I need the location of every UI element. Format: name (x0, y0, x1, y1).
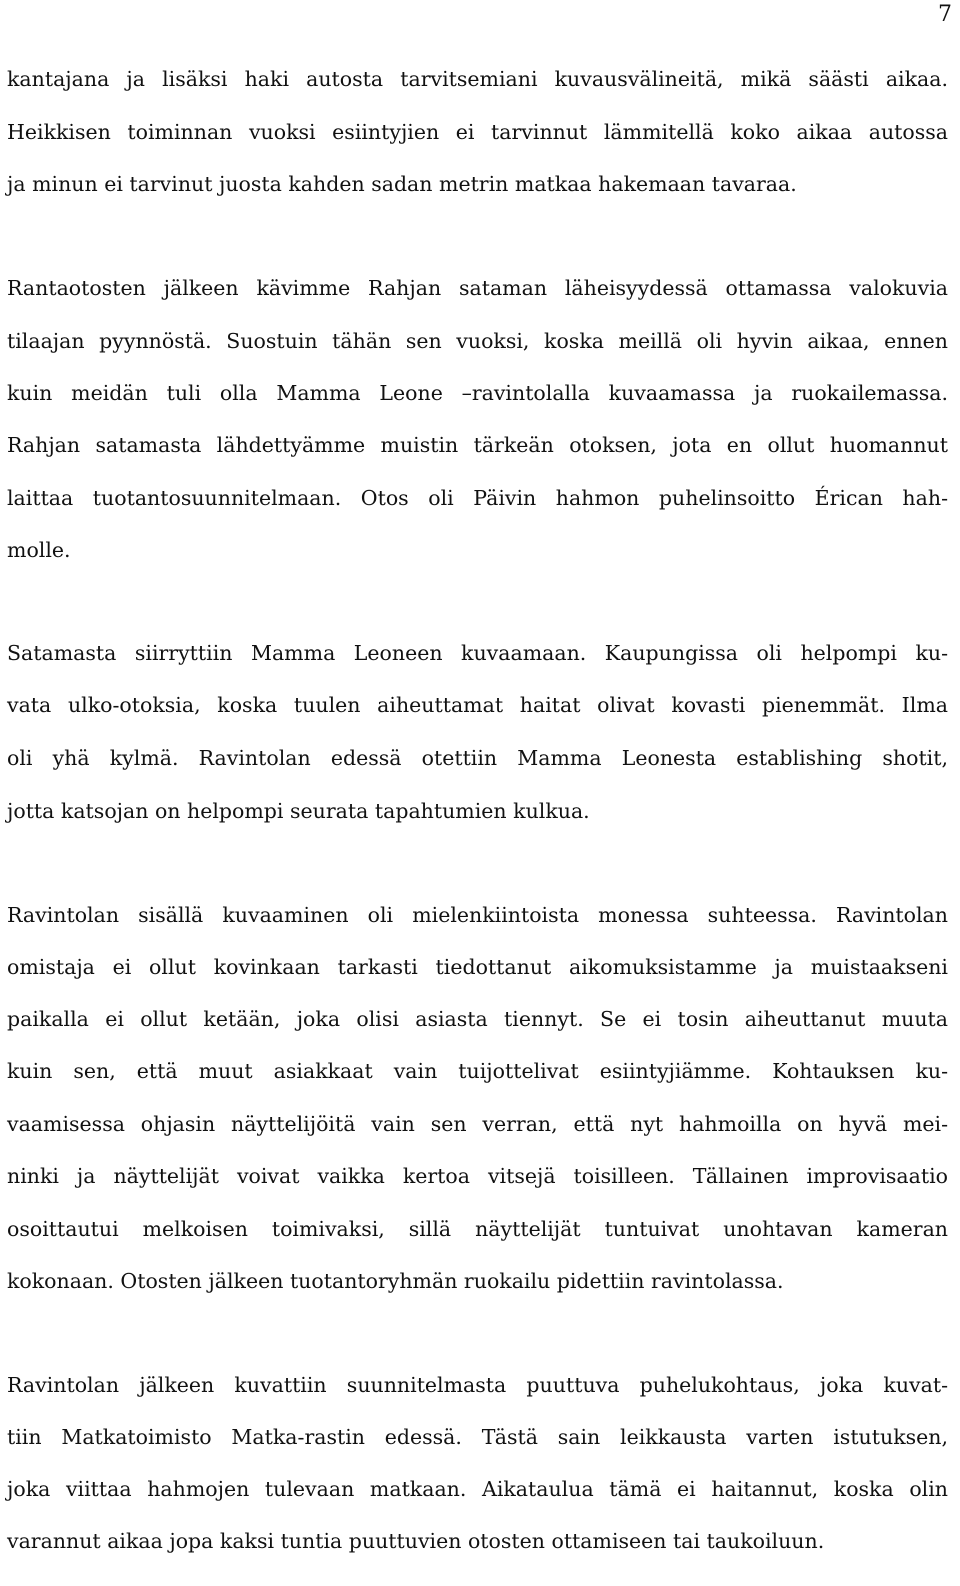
paragraph-2-line-3: kuin meidän tuli olla Mamma Leone –ravintolalla kuvaamassa ja ruokailemassa. (7, 381, 948, 405)
paragraph-4-line-3: paikalla ei ollut ketään, joka olisi asiasta tiennyt. Se ei tosin aiheuttanut muuta (7, 1007, 948, 1031)
paragraph-5-line-3: joka viittaa hahmojen tulevaan matkaan. Aikataulua tämä ei haitannut, koska olin (7, 1477, 948, 1501)
paragraph-5-line-4: varannut aikaa jopa kaksi tuntia puuttuvien otosten ottamiseen tai taukoiluun. (7, 1529, 825, 1553)
paragraph-3-line-4: jotta katsojan on helpompi seurata tapahtumien kulkua. (7, 799, 590, 823)
paragraph-4-line-5: vaamisessa ohjasin näyttelijöitä vain sen verran, että nyt hahmoilla on hyvä mei- (7, 1112, 948, 1136)
paragraph-4-line-2: omistaja ei ollut kovinkaan tarkasti tiedottanut aikomuksistamme ja muistaakseni (7, 955, 948, 979)
paragraph-2-line-1: Rantaotosten jälkeen kävimme Rahjan sataman läheisyydessä ottamassa valokuvia (7, 276, 948, 300)
paragraph-3-line-3: oli yhä kylmä. Ravintolan edessä otettiin Mamma Leonesta establishing shotit, (7, 746, 948, 770)
paragraph-4-line-1: Ravintolan sisällä kuvaaminen oli mielenkiintoista monessa suhteessa. Ravintolan (7, 903, 948, 927)
page-number: 7 (938, 2, 952, 27)
paragraph-5-line-2: tiin Matkatoimisto Matka-rastin edessä. Tästä sain leikkausta varten istutuksen, (7, 1425, 948, 1449)
paragraph-2-line-4: Rahjan satamasta lähdettyämme muistin tärkeän otoksen, jota en ollut huomannut (7, 433, 948, 457)
paragraph-2-line-2: tilaajan pyynnöstä. Suostuin tähän sen vuoksi, koska meillä oli hyvin aikaa, ennen (7, 329, 948, 353)
paragraph-2-line-6: molle. (7, 538, 71, 562)
paragraph-3-line-1: Satamasta siirryttiin Mamma Leoneen kuvaamaan. Kaupungissa oli helpompi ku- (7, 641, 948, 665)
paragraph-5-line-1: Ravintolan jälkeen kuvattiin suunnitelmasta puuttuva puhelukohtaus, joka kuvat- (7, 1373, 948, 1397)
paragraph-2-line-5: laittaa tuotantosuunnitelmaan. Otos oli Päivin hahmon puhelinsoitto Érican hah- (7, 486, 948, 510)
paragraph-1-line-2: Heikkisen toiminnan vuoksi esiintyjien ei tarvinnut lämmitellä koko aikaa autossa (7, 120, 948, 144)
paragraph-4-line-6: ninki ja näyttelijät voivat vaikka kertoa vitsejä toisilleen. Tällainen improvisaatio (7, 1164, 948, 1188)
paragraph-4-line-4: kuin sen, että muut asiakkaat vain tuijottelivat esiintyjiämme. Kohtauksen ku- (7, 1059, 948, 1083)
paragraph-1-line-1: kantajana ja lisäksi haki autosta tarvitsemiani kuvausvälineitä, mikä säästi aikaa. (7, 67, 948, 91)
paragraph-3-line-2: vata ulko-otoksia, koska tuulen aiheuttamat haitat olivat kovasti pienemmät. Ilma (7, 693, 948, 717)
paragraph-4-line-7: osoittautui melkoisen toimivaksi, sillä näyttelijät tuntuivat unohtavan kameran (7, 1217, 948, 1241)
paragraph-4-line-8: kokonaan. Otosten jälkeen tuotantoryhmän ruokailu pidettiin ravintolassa. (7, 1269, 784, 1293)
paragraph-1-line-3: ja minun ei tarvinut juosta kahden sadan metrin matkaa hakemaan tavaraa. (7, 172, 797, 196)
